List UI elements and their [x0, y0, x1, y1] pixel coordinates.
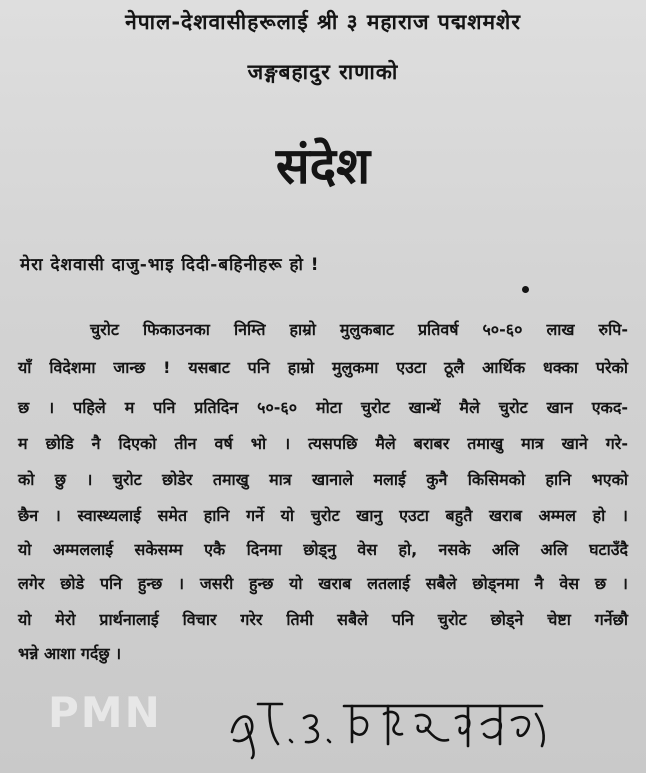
watermark-logo: PMN — [48, 688, 162, 737]
body-line: याँ विदेशमा जान्छ ! यसबाट पनि हाम्रो मुलुकमा एउटा ठूलै आर्थिक धक्का परेको — [18, 358, 628, 377]
salutation: मेरा देशवासी दाजु-भाइ दिदी-बहिनीहरू हो ! — [20, 255, 320, 275]
body-line: छ । पहिले म पनि प्रतिदिन ५०-६० मोटा चुरोट खान्थें मैले चुरोट खान एकद- — [18, 398, 628, 417]
handwritten-signature — [212, 684, 572, 764]
body-line: लगेर छोडे पनि हुन्छ । जसरी हुन्छ यो खराब लतलाई सबैले छोड्नमा नै वेस छ । — [18, 574, 628, 593]
body-line: को छु । चुरोट छोडेर तमाखु मात्र खानाले मलाई कुनै किसिमको हानि भएको — [18, 470, 628, 489]
body-line: यो अम्मललाई सकेसम्म एकै दिनमा छोड्नु वेस हो, नसके अलि अलि घटाउँदै — [18, 540, 628, 559]
page-title: संदेश — [275, 137, 371, 195]
body-line: यो मेरो प्रार्थनालाई विचार गरेर तिमी सबैले पनि चुरोट छोड्ने चेष्टा गर्नेछौ — [18, 610, 628, 629]
ink-dot — [522, 286, 529, 293]
body-line: चुरोट फिकाउनका निम्ति हाम्रो मुलुकबाट प्रतिवर्ष ५०-६० लाख रुपि- — [90, 320, 628, 339]
body-line: छैन । स्वास्थ्यलाई समेत हानि गर्ने यो चुरोट खानु एउटा बहुतै खराब अम्मल हो । — [18, 506, 628, 525]
body-line: भन्ने आशा गर्दछु । — [18, 644, 122, 663]
body-line: म छोडि नै दिएको तीन वर्ष भो । त्यसपछि मैले बराबर तमाखु मात्र खाने गरे- — [18, 434, 628, 453]
heading-line-1: नेपाल-देशवासीहरूलाई श्री ३ महाराज पद्मशमशेर — [125, 10, 521, 34]
heading-line-2: जङ्गबहादुर राणाको — [247, 60, 399, 84]
